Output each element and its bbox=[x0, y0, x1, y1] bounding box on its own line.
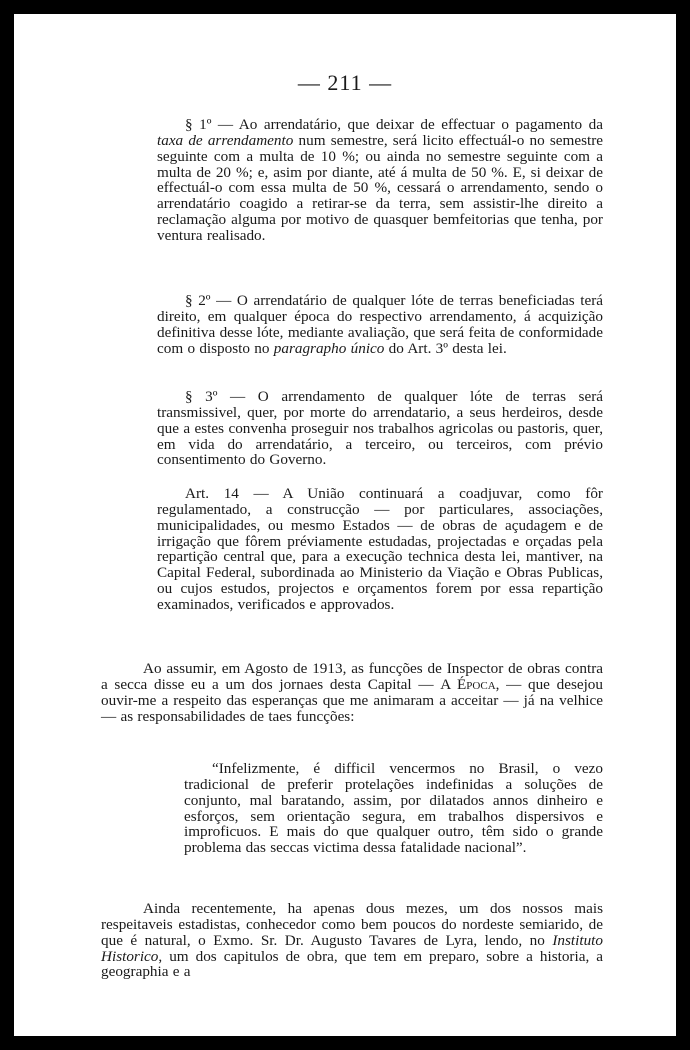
page-number: — 211 — bbox=[297, 70, 393, 95]
paragraph-2 bbox=[157, 293, 603, 356]
text-segment: § 3º — O arrendamento de qualquer lóte de terras será transmissivel, quer, por morte do arrendatario, a seus herdeiros, desde que a estes convenha proseguir nos trabalhos agricolas ou pastoris, quer, em vida do arrendatário, a terceiro, ou terceiros, com prévio consentimento do Governo. bbox=[157, 388, 603, 469]
quote-text: “Infelizmente, é difficil vencermos no Brasil, o vezo tradicional de preferir protelações indefinidas a soluções de conjunto, mal baratando, assim, por dilatados annos dinheiro e esforços, sem orientação segura, em trabalhos dispersivos e improficuos. E mais do que qualquer outro, têm sido o grande problema das seccas victima dessa fatalidade nacional”. bbox=[184, 760, 603, 857]
italic-term: paragrapho único bbox=[273, 339, 385, 357]
text-segment: Art. 14 — A União continuará a coadjuvar, como fôr regulamentado, a construcção — por particulares, associações, municipalidades, ou mesmo Estados — de obras de açudagem e de irrigação que fôrem préviamente estudadas, projectadas e orçadas pela repartição central que, para a execução technica desta lei, mantiver, na Capital Federal, subordinada ao Ministerio da Viação e Obras Publicas, ou cujos estudos, projectos e orçamentos forem por essa repartição examinados, verificados e approvados. bbox=[157, 485, 603, 613]
italic-term: taxa de arrendamento bbox=[157, 131, 294, 149]
italic-term: Instituto Historico bbox=[101, 931, 603, 965]
text-segment: do Art. 3º desta lei. bbox=[384, 339, 507, 357]
paragraph-3 bbox=[157, 389, 603, 468]
paragraph-4 bbox=[157, 486, 603, 613]
text-segment: , um dos capitulos de obra, que tem em preparo, sobre a historia, a geographia e a bbox=[101, 947, 603, 981]
text-segment: , — que desejou ouvir-me a respeito das esperanças que me animaram a acceitar — já na velhice — as responsabilidades de taes funcções: bbox=[101, 675, 603, 725]
paragraph-1 bbox=[157, 117, 603, 244]
text-segment: num semestre, será licito effectuál-o no semestre seguinte com a multa de 10 %; ou ainda no semestre seguinte com a multa de 20 %; e, asim por diante, até á multa de 50 %. E, si deixar de effectuál-o com essa multa de 50 %, cessará o arrendamento, sendo o arrendatário coagido a retirar-se da terra, sem assistir-lhe direito a reclamação alguma por motivo de quasquer bemfeitorias que tenha, por ventura realisado. bbox=[157, 131, 603, 244]
paragraph-5 bbox=[101, 661, 603, 724]
newspaper-name: A Época bbox=[440, 675, 496, 693]
text-segment: Ainda recentemente, ha apenas dous mezes, um dos nossos mais respeitaveis estadistas, conhecedor como bem poucos do nordeste semiarido, de que é natural, o Exmo. Sr. Dr. Augusto Tavares de Lyra, lendo, no bbox=[101, 900, 603, 949]
block-quote bbox=[184, 761, 603, 856]
paragraph-7 bbox=[101, 901, 603, 980]
text-segment: Ao assumir, em Agosto de 1913, as funcções de Inspector de obras contra a secca disse eu a um dos jornaes desta Capital — bbox=[101, 660, 603, 693]
text-segment: § 1º — Ao arrendatário, que deixar de effectuar o pagamento da bbox=[185, 116, 603, 133]
document-page bbox=[14, 14, 676, 1036]
text-segment: § 2º — O arrendatário de qualquer lóte de terras beneficiadas terá direito, em qualquer época do respectivo arrendamento, á acquizição definitiva desse lóte, mediante avaliação, que será feita de conformidade com o disposto no bbox=[157, 292, 603, 357]
